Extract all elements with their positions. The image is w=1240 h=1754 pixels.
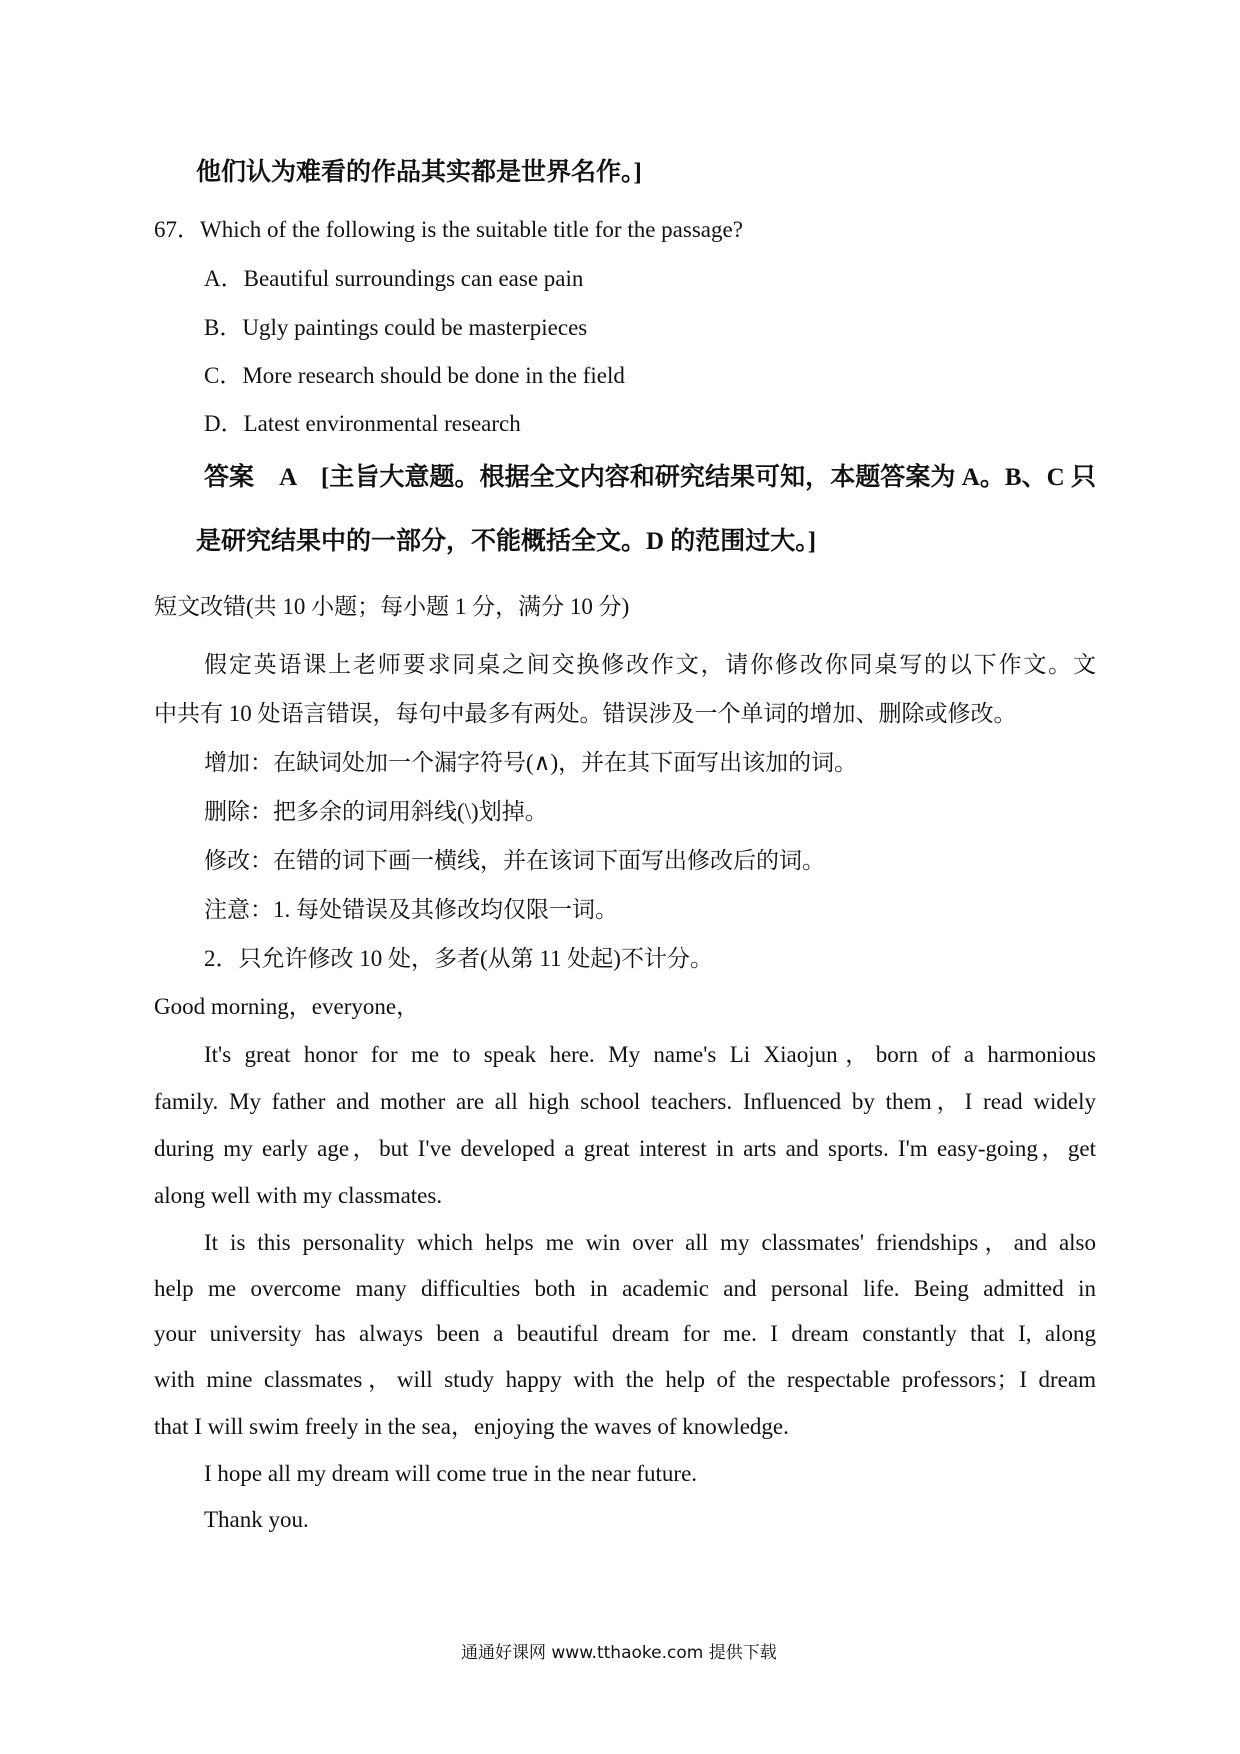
add-rule: 增加：在缺词处加一个漏字符号(∧)，并在其下面写出该加的词。: [204, 750, 858, 775]
essay-closing: Thank you.: [204, 1507, 309, 1532]
essay-p3: I hope all my dream will come true in the near future.: [204, 1461, 698, 1486]
option-a: A．Beautiful surroundings can ease pain: [204, 266, 584, 291]
option-c: C．More research should be done in the field: [204, 363, 625, 388]
section-intro-line2: 中共有 10 处语言错误，每句中最多有两处。错误涉及一个单词的增加、删除或修改。: [154, 701, 1017, 726]
essay-p2-line: that I will swim freely in the sea，enjoying the waves of knowledge.: [154, 1414, 789, 1439]
section-intro-line1: 假定英语课上老师要求同桌之间交换修改作文，请你修改你同桌写的以下作文。文: [204, 652, 1096, 677]
option-b: B．Ugly paintings could be masterpieces: [204, 315, 588, 340]
answer-67-line1: 答案 A [主旨大意题。根据全文内容和研究结果可知，本题答案为 A。B、C 只: [204, 464, 1096, 491]
option-d: D．Latest environmental research: [204, 411, 521, 436]
note-2: 2．只允许修改 10 处，多者(从第 11 处起)不计分。: [204, 946, 713, 971]
essay-p2-line: It is this personality which helps me win over all my classmates' friendships，and also: [204, 1230, 1096, 1255]
page-footer: 通通好课网 www.tthaoke.com 提供下载: [461, 1643, 777, 1663]
essay-p1-line: along well with my classmates.: [154, 1183, 443, 1208]
essay-p1-line: family. My father and mother are all high school teachers. Influenced by them，I read widely: [154, 1089, 1096, 1114]
essay-p2-line: help me overcome many difficulties both in academic and personal life. Being admitted in: [154, 1276, 1096, 1301]
answer-66-tail: 他们认为难看的作品其实都是世界名作。]: [196, 159, 642, 186]
essay-greeting: Good morning，everyone，: [154, 994, 420, 1019]
answer-67-line2: 是研究结果中的一部分，不能概括全文。D 的范围过大。]: [196, 528, 817, 555]
delete-rule: 删除：把多余的词用斜线(\)划掉。: [204, 799, 548, 824]
question-67-stem: 67．Which of the following is the suitable title for the passage?: [154, 217, 743, 242]
essay-p2-line: with mine classmates，will study happy with the help of the respectable professors；I dream: [154, 1367, 1096, 1392]
essay-p2-line: your university has always been a beautiful dream for me. I dream constantly that I, along: [154, 1321, 1096, 1346]
modify-rule: 修改：在错的词下画一横线，并在该词下面写出修改后的词。: [204, 848, 825, 873]
essay-p1-line: during my early age，but I've developed a great interest in arts and sports. I'm easy-going，get: [154, 1136, 1096, 1161]
section-heading: 短文改错(共 10 小题；每小题 1 分，满分 10 分): [154, 594, 630, 619]
note-1: 注意：1. 每处错误及其修改均仅限一词。: [204, 897, 618, 922]
essay-p1-line: It's great honor for me to speak here. My name's Li Xiaojun，born of a harmonious: [204, 1042, 1096, 1067]
